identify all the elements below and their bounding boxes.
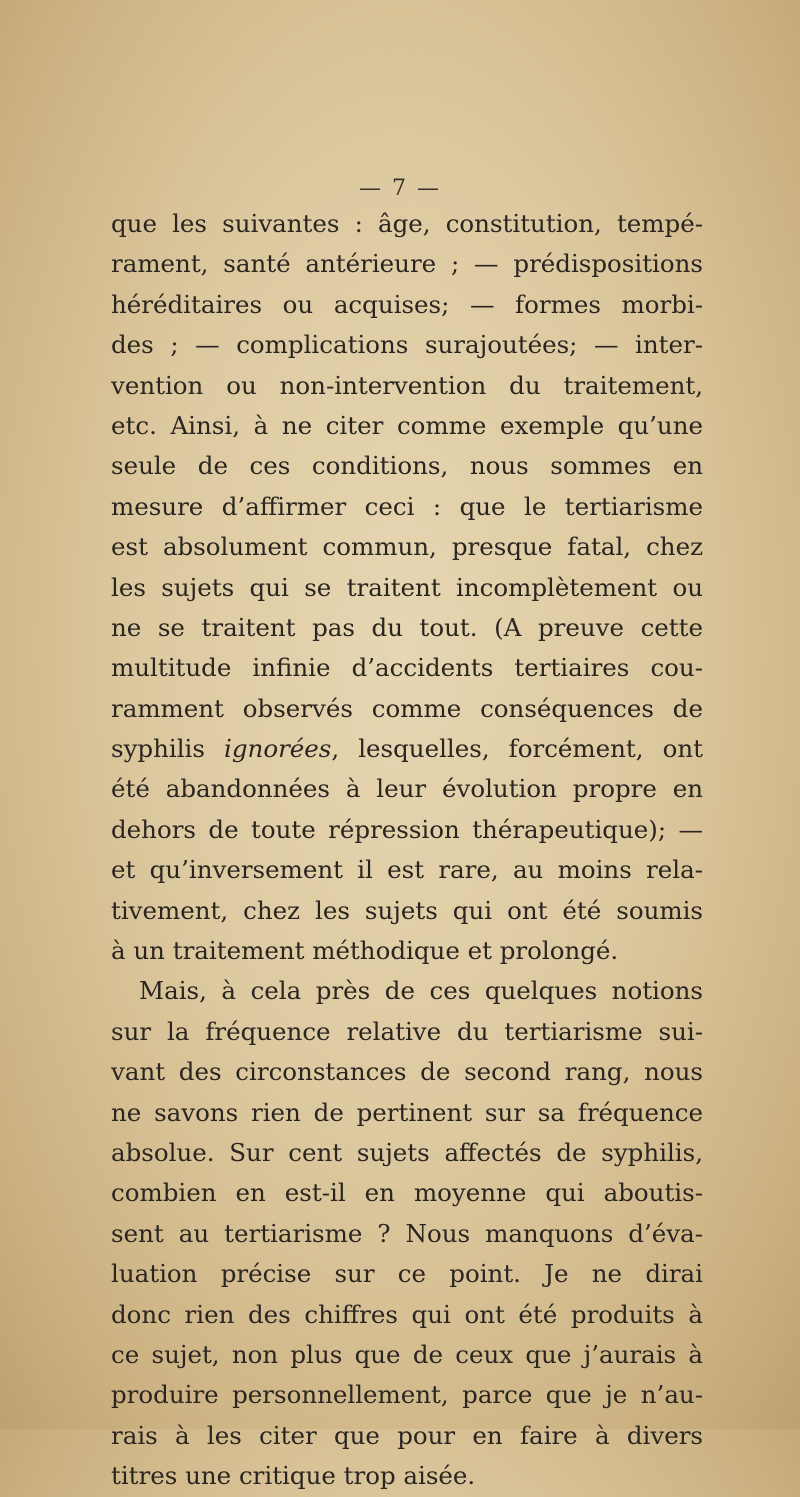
text-line: rament, santé antérieure ; — prédispositions	[111, 249, 703, 279]
text-line: héréditaires ou acquises; — formes morbi-	[111, 289, 703, 319]
text-line: été abandonnées à leur évolution propre en	[111, 774, 703, 804]
text-line: produire personnellement, parce que je n’au-	[111, 1380, 703, 1410]
text-line: est absolument commun, presque fatal, chez	[111, 532, 703, 562]
text-line: donc rien des chiffres qui ont été produits à	[111, 1299, 703, 1329]
text-line: ne savons rien de pertinent sur sa fréquence	[111, 1097, 703, 1127]
text-line: mesure d’affirmer ceci : que le tertiarisme	[111, 491, 703, 521]
text-line: sur la fréquence relative du tertiarisme sui-	[111, 1016, 703, 1046]
text-line: Mais, à cela près de ces quelques notions	[139, 976, 703, 1006]
italic-word: ignorées	[224, 734, 332, 764]
text-line: titres une critique trop aisée.	[111, 1461, 476, 1491]
text-line: et qu’inversement il est rare, au moins rela-	[111, 855, 703, 885]
text-line: combien en est-il en moyenne qui aboutis-	[111, 1178, 703, 1208]
text-line: ce sujet, non plus que de ceux que j’aurais à	[111, 1339, 703, 1369]
text-line: etc. Ainsi, à ne citer comme exemple qu’une	[111, 410, 703, 440]
text-line: rais à les citer que pour en faire à divers	[111, 1420, 703, 1450]
text-segment: syphilis	[111, 734, 225, 764]
text-line: ne se traitent pas du tout. (A preuve cette	[111, 612, 703, 642]
text-line: tivement, chez les sujets qui ont été soumis	[111, 895, 703, 925]
text-line: que les suivantes : âge, constitution, tempé-	[111, 209, 703, 238]
text-line: vention ou non-intervention du traitement,	[111, 370, 703, 400]
text-line	[111, 729, 703, 769]
text-line: vant des circonstances de second rang, nous	[111, 1057, 703, 1087]
text-line: absolue. Sur cent sujets affectés de syphilis,	[111, 1137, 703, 1167]
text-line: luation précise sur ce point. Je ne dirai	[111, 1259, 703, 1289]
text-line: des ; — complications surajoutées; — inter-	[111, 330, 703, 360]
text-segment: , lesquelles, forcément, ont	[331, 734, 703, 764]
text-line: les sujets qui se traitent incomplètement ou	[111, 572, 703, 602]
text-line: sent au tertiarisme ? Nous manquons d’éva-	[111, 1218, 703, 1248]
text-line: ramment observés comme conséquences de	[111, 693, 703, 723]
text-line: dehors de toute répression thérapeutique); —	[111, 814, 703, 844]
page-number: — 7 —	[359, 176, 441, 201]
text-line: à un traitement méthodique et prolongé.	[111, 936, 619, 966]
text-line: seule de ces conditions, nous sommes en	[111, 451, 703, 481]
text-line: multitude infinie d’accidents tertiaires cou-	[111, 653, 703, 683]
body-text	[111, 204, 703, 1497]
